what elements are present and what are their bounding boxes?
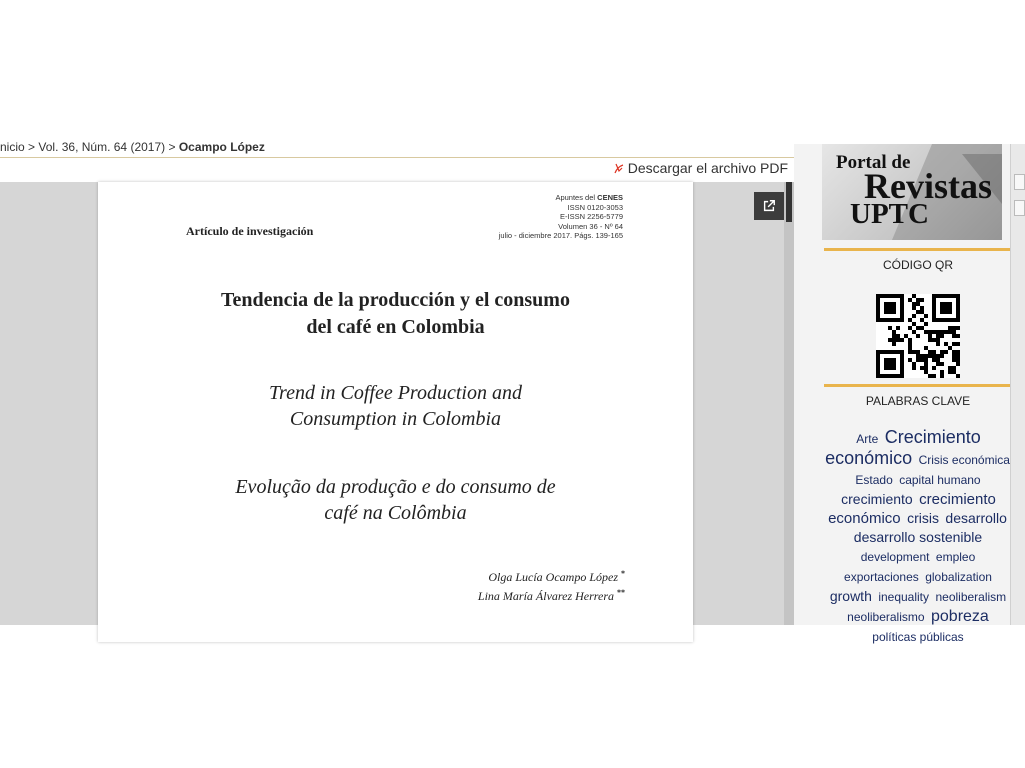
qr-code[interactable] [876,294,960,378]
pdf-viewer[interactable] [0,182,794,625]
author-line [478,566,625,585]
journal-name: CENES [597,193,623,202]
title-english-line: Consumption in Colombia [289,408,502,430]
author-footnote-mark: ** [617,588,625,597]
keyword-link[interactable]: desarrollo [945,510,1007,526]
journal-eissn: E-ISSN 2256-5779 [560,212,623,222]
keyword-link[interactable]: inequality [878,590,930,604]
keyword-link[interactable]: development [860,550,930,564]
journal-volume: Volumen 36 - Nº 64 [558,221,623,231]
keyword-link[interactable]: crisis [907,510,939,526]
author-line [478,585,625,604]
breadcrumb-home-link[interactable]: nicio [0,140,25,154]
sidebar [794,144,1010,644]
keyword-link[interactable]: Arte [856,432,879,446]
keywords-title: PALABRAS CLAVE [824,384,1012,412]
journal-info [499,193,623,241]
journal-issn: ISSN 0120-3053 [567,202,623,212]
breadcrumb-separator: > [28,140,36,154]
download-pdf-label: Descargar el archivo PDF [627,160,788,176]
keyword-link[interactable]: Crisis económica [918,453,1010,467]
breadcrumb-current: Ocampo López [178,140,265,154]
qr-code-image [876,294,960,378]
keyword-link[interactable]: pobreza [931,608,989,625]
breadcrumb-issue-link[interactable]: Vol. 36, Núm. 64 (2017) [38,140,166,154]
keyword-link[interactable]: crecimiento económico [828,491,996,527]
viewer-scrollbar[interactable] [784,182,794,625]
author-name: Olga Lucía Ocampo López [488,570,618,584]
download-pdf-link[interactable] [614,160,788,176]
authors [478,566,625,604]
pdf-page [98,182,693,642]
rail-control[interactable] [1014,200,1025,216]
article-type: Artículo de investigación [186,224,314,238]
title-spanish-line: Tendencia de la producción y el consumo [221,289,570,311]
title-spanish [98,287,693,341]
keyword-link[interactable]: políticas públicas [872,630,964,644]
keyword-link[interactable]: exportaciones [844,570,919,584]
popout-button[interactable] [754,192,784,220]
keyword-link[interactable]: neoliberalism [935,590,1007,604]
keyword-cloud [824,428,1012,647]
side-rail [1010,144,1025,625]
keyword-link[interactable]: growth [829,588,872,604]
download-bar [0,158,794,182]
keyword-link[interactable]: neoliberalismo [847,610,925,624]
title-portuguese-line: café na Colômbia [324,502,467,524]
title-english [98,380,693,432]
pdf-icon [614,162,624,174]
keyword-link[interactable]: crecimiento [841,491,913,507]
title-english-line: Trend in Coffee Production and [269,382,522,404]
keyword-link[interactable]: capital humano [899,473,981,487]
keyword-link[interactable]: empleo [935,550,976,564]
keyword-link[interactable]: Estado [855,473,893,487]
logo-line: UPTC [850,198,929,230]
title-portuguese [98,474,693,526]
keyword-link[interactable]: globalization [925,570,992,584]
app-screen [0,137,1024,644]
journal-period: julio - diciembre 2017. Págs. 139-165 [498,231,623,241]
author-name: Lina María Álvarez Herrera [477,589,614,603]
external-link-icon [762,199,776,213]
journal-prefix: Apuntes del [555,193,596,202]
logo-line: Revistas [864,166,992,206]
keyword-link[interactable]: Crecimiento económico [825,427,981,468]
logo-line: Portal de [836,152,911,173]
title-portuguese-line: Evolução da produção e do consumo de [235,476,556,498]
breadcrumb [0,137,794,158]
title-spanish-line: del café en Colombia [306,316,485,338]
breadcrumb-separator: > [168,140,176,154]
author-footnote-mark: * [621,569,625,578]
qr-code-title: CÓDIGO QR [824,248,1012,276]
viewer-scrollbar-thumb[interactable] [786,182,792,222]
keyword-link[interactable]: desarrollo sostenible [853,529,983,545]
portal-logo[interactable] [822,144,1002,240]
rail-control[interactable] [1014,174,1025,190]
